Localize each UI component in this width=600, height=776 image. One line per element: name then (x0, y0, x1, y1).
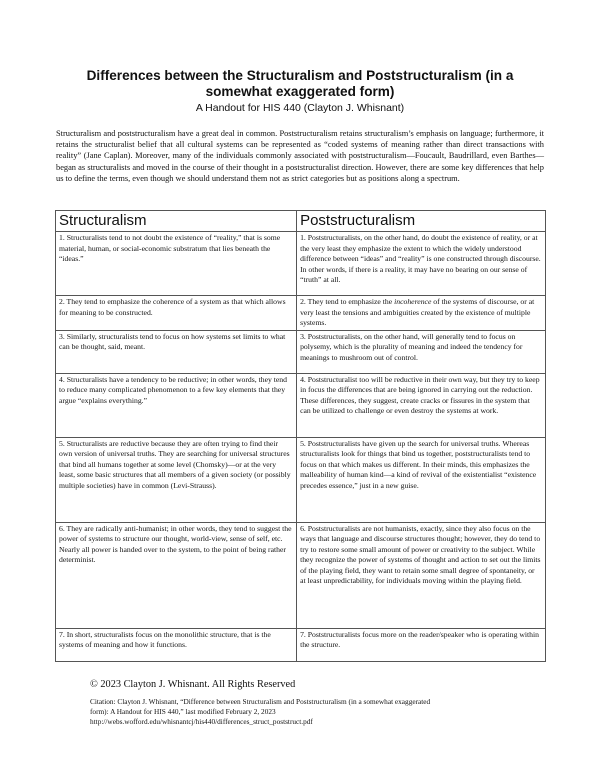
structuralism-cell: 3. Similarly, structuralists tend to focus on how systems set limits to what can be thought, said, meant. (56, 330, 297, 373)
poststructuralism-cell: 6. Poststructuralists are not humanists, exactly, since they also focus on the ways that language and discourse structures thought; however, they do tend to try to restore some small amount of power or creativity to the subject. While they recognize the power of systems of thought and action to set out the limits of the playing field, they want to retain some small degree of spontaneity, or at least unpredictability, for individuals moving within the playing field. (297, 522, 546, 628)
cell-text: of the systems of discourse, or at very least the tensions and ambiguities created by the existence of multiple systems. (300, 297, 535, 327)
poststructuralism-cell: 5. Poststructuralists have given up the search for universal truths. Whereas structuralists look for things that bind us together, poststructuralists tend to focus on that which makes us different. In their minds, this emphasizes the malleability of human kind—a kind of revival of the existentialist “existence precedes essence,” just in a new guise. (297, 437, 546, 522)
intro-paragraph: Structuralism and poststructuralism have a great deal in common. Poststructuralism retains structuralism’s emphasis on language; furthermore, it retains the structuralist belief that all cultural systems can be represented as “coded systems of meaning rather than direct transactions with reality” (Jane Caplan). Moreover, many of the individuals commonly associated with poststructuralism—Foucault, Baudrillard, even Barthes—began as structuralists and moved in the course of their thought in a poststructuralist direction. However, there are some key differences that help us to define the terms, even though we should understand them not as strict categories but as positions along a spectrum. (56, 129, 544, 183)
citation-line: form): A Handout for HIS 440,” last modified February 2, 2023 (90, 707, 276, 716)
citation (90, 697, 540, 727)
structuralism-cell: 5. Structuralists are reductive because they are often trying to find their own version of universal truths. They are searching for universal structures that bind all humans together at some level (Chomsky)—or at the very least, some basic structures that all members of a given society (or possibly multiple societies) have in common (Levi-Strauss). (56, 437, 297, 522)
column-header-structuralism: Structuralism (56, 211, 297, 232)
poststructuralism-cell: 4. Poststructuralist too will be reductive in their own way, but they try to keep in focus the differences that are being ignored in carrying out the reduction. These differences, they suggest, create cracks or fissures in the system that can be utilized to challenge or even destroy the systems at work. (297, 373, 546, 437)
structuralism-cell: 1. Structuralists tend to not doubt the existence of “reality,” that is some material, human, or social-economic substratum that lies beneath the “ideas.” (56, 232, 297, 296)
citation-line: Citation: Clayton J. Whisnant, “Difference between Structuralism and Poststructuralism (in a somewhat exaggerated (90, 697, 431, 706)
poststructuralism-cell: 3. Poststructuralists, on the other hand, will generally tend to focus on polysemy, which is the plurality of meaning and indeed the tendency for meanings to mushroom out of control. (297, 330, 546, 373)
structuralism-cell: 7. In short, structuralists focus on the monolithic structure, that is the systems of meaning and how it functions. (56, 628, 297, 661)
table-row (56, 522, 546, 628)
table-row (56, 232, 546, 296)
emphasized-word: incoherence (394, 297, 432, 306)
structuralism-cell: 2. They tend to emphasize the coherence of a system as that which allows for meaning to be constructed. (56, 296, 297, 331)
page-subtitle: A Handout for HIS 440 (Clayton J. Whisnant) (195, 102, 405, 114)
cell-text: 2. They tend to emphasize the (300, 297, 395, 306)
table-row (56, 437, 546, 522)
citation-url: http://webs.wofford.edu/whisnantcj/his440/differences_struct_poststruct.pdf (90, 717, 313, 726)
page-title: Differences between the Structuralism and Poststructuralism (in a somewhat exaggerated form) (86, 68, 514, 99)
structuralism-cell: 6. They are radically anti-humanist; in other words, they tend to suggest the power of systems to structure our thought, world-view, sense of self, etc. Nearly all power is handed over to the system, to the point of being rather determinist. (56, 522, 297, 628)
poststructuralism-cell: 7. Poststructuralists focus more on the reader/speaker who is operating within the structure. (297, 628, 546, 661)
copyright-notice: © 2023 Clayton J. Whisnant. All Rights Reserved (90, 679, 296, 690)
comparison-table (55, 210, 546, 662)
poststructuralism-cell: 1. Poststructuralists, on the other hand, do doubt the existence of reality, or at the very least they emphasize the extent to which the widely understood difference between “ideas” and “reality” is one constructed through discourse. In other words, if there is a reality, it may have no bearing on our sense of “truth” at all. (297, 232, 546, 296)
table-row (56, 628, 546, 661)
poststructuralism-cell (297, 296, 546, 331)
structuralism-cell: 4. Structuralists have a tendency to be reductive; in other words, they tend to reduce many complicated phenomenon to a few key elements that they argue “explains everything.” (56, 373, 297, 437)
table-row (56, 296, 546, 331)
column-header-poststructuralism: Poststructuralism (297, 211, 546, 232)
table-row (56, 330, 546, 373)
table-row (56, 373, 546, 437)
table-header-row (56, 211, 546, 232)
